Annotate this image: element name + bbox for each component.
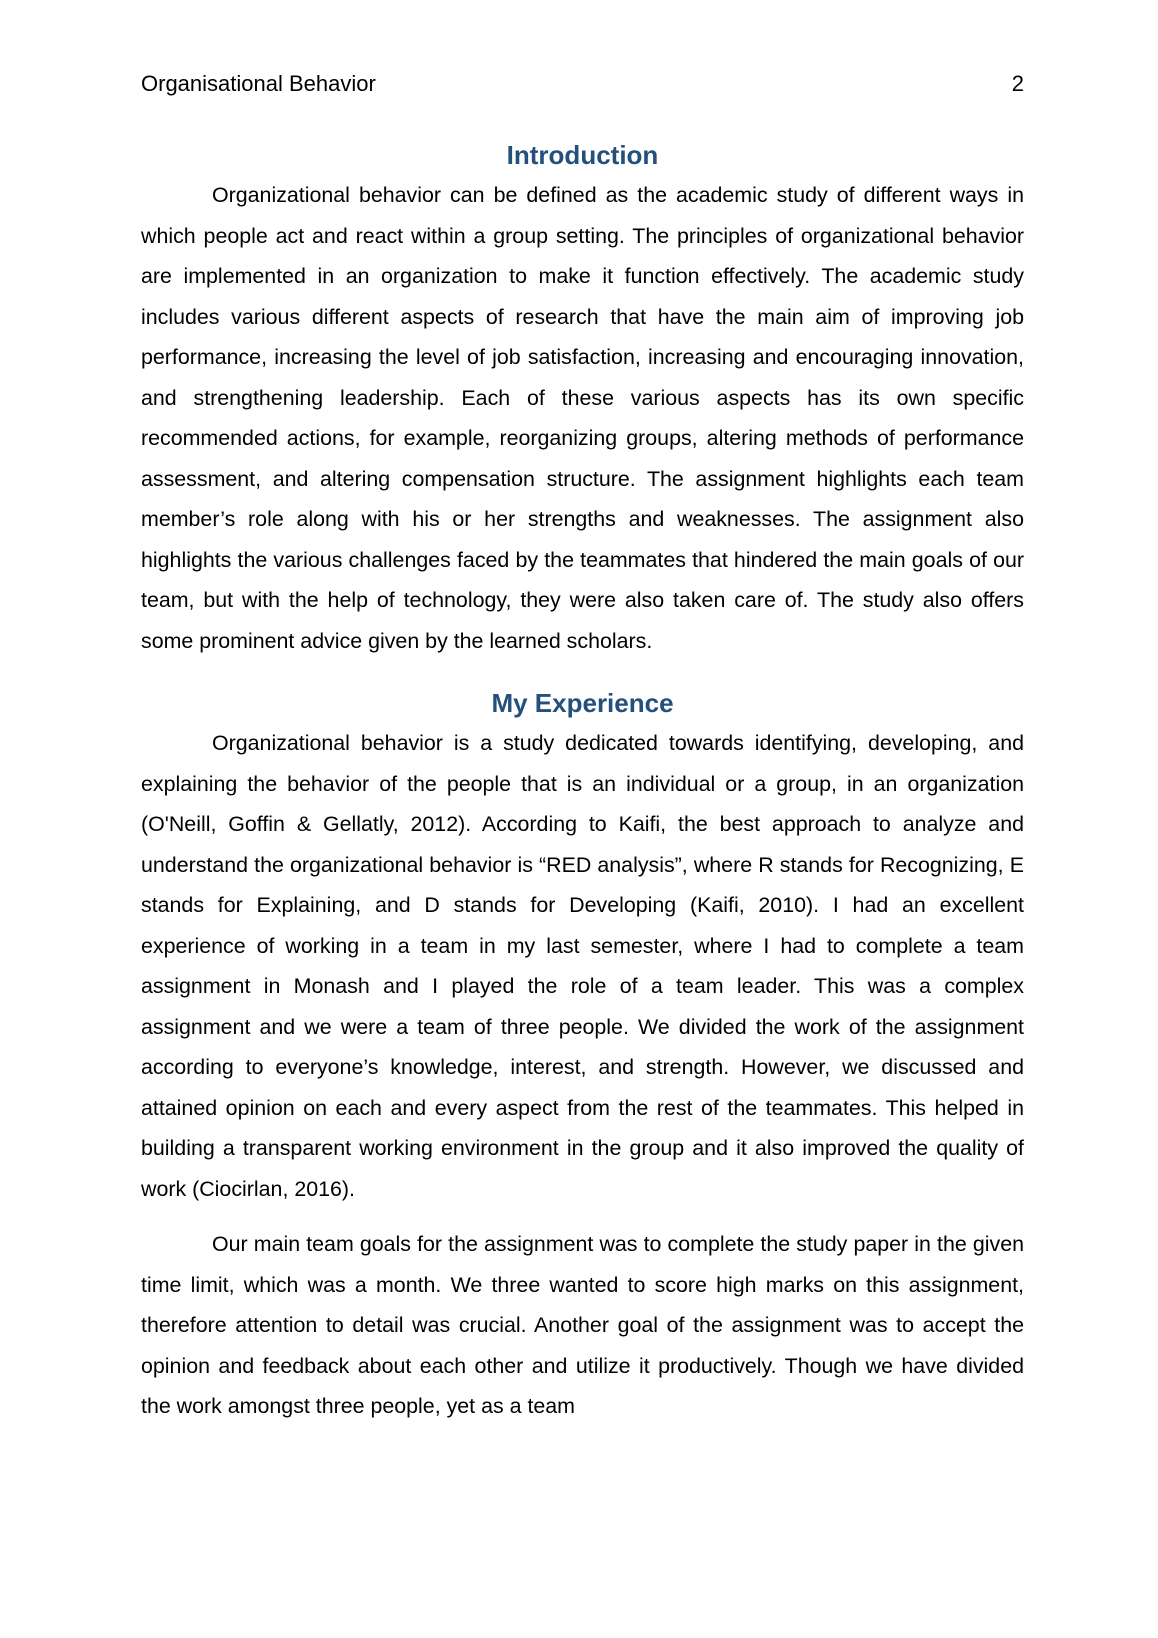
running-head: Organisational Behavior: [141, 71, 376, 96]
page-header: [141, 68, 1024, 100]
section-heading-introduction: Introduction: [506, 140, 659, 170]
paragraph-experience-2: Our main team goals for the assignment was to complete the study paper in the given time limit, which was a month. We three wanted to score high marks on this assignment, therefore attention to detail was crucial. Another goal of the assignment was to accept the opinion and feedback about each other and utilize it productively. Though we have divided the work amongst three people, yet as a team: [141, 1232, 1024, 1418]
paragraph-experience-1: Organizational behavior is a study dedicated towards identifying, developing, and explaining the behavior of the people that is an individual or a group, in an organization (O'Neill, Goffin & Gellatly, 2012). According to Kaifi, the best approach to analyze and understand the organizational behavior is “RED analysis”, where R stands for Recognizing, E stands for Explaining, and D stands for Developing (Kaifi, 2010). I had an excellent experience of working in a team in my last semester, where I had to complete a team assignment in Monash and I played the role of a team leader. This was a complex assignment and we were a team of three people. We divided the work of the assignment according to everyone’s knowledge, interest, and strength. However, we discussed and attained opinion on each and every aspect from the rest of the teammates. This helped in building a transparent working environment in the group and it also improved the quality of work (Ciocirlan, 2016).: [141, 731, 1024, 1201]
section-heading-my-experience: My Experience: [491, 688, 674, 718]
document-body: [141, 135, 1024, 1427]
page-number: 2: [1011, 71, 1024, 96]
paragraph-introduction: Organizational behavior can be defined as the academic study of different ways in which people act and react within a group setting. The principles of organizational behavior are implemented in an organization to make it function effectively. The academic study includes various different aspects of research that have the main aim of improving job performance, increasing the level of job satisfaction, increasing and encouraging innovation, and strengthening leadership. Each of these various aspects has its own specific recommended actions, for example, reorganizing groups, altering methods of performance assessment, and altering compensation structure. The assignment highlights each team member’s role along with his or her strengths and weaknesses. The assignment also highlights the various challenges faced by the teammates that hindered the main goals of our team, but with the help of technology, they were also taken care of. The study also offers some prominent advice given by the learned scholars.: [141, 183, 1024, 653]
